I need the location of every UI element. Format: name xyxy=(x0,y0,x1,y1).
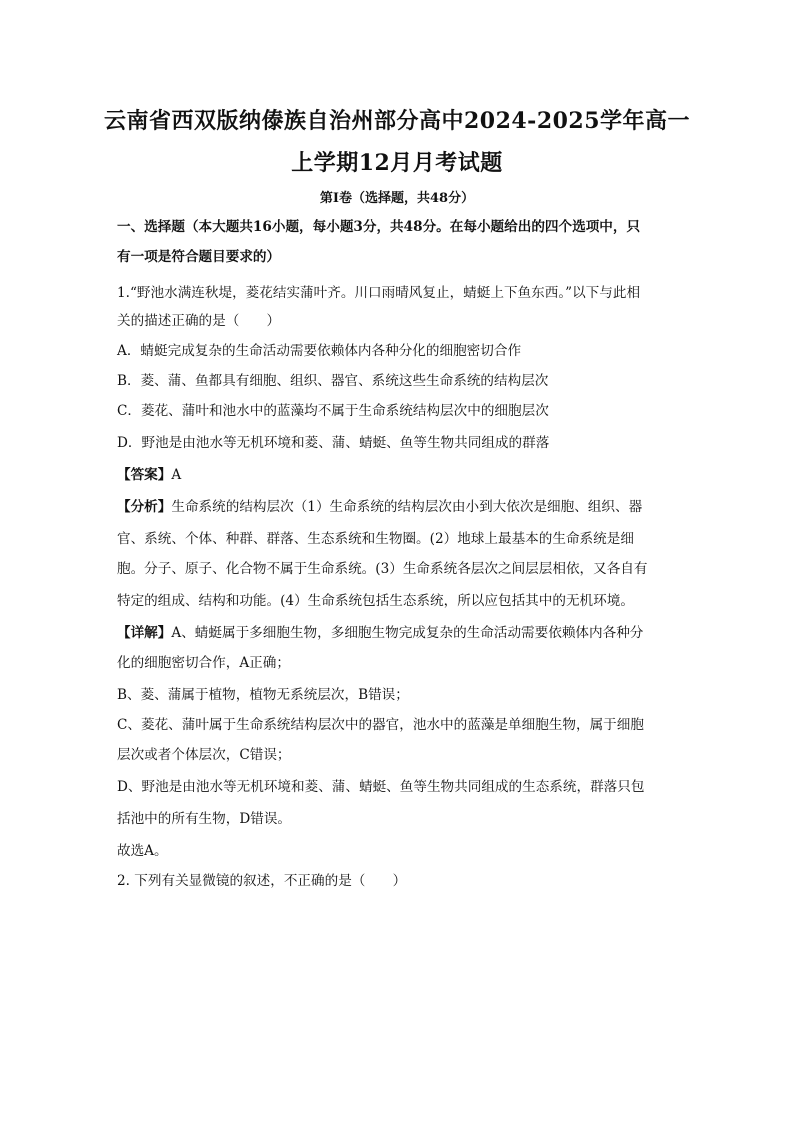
analysis-line-3: 胞。分子、原子、化合物不属于生命系统。(3）生命系统各层次之间层层相依，又各自有 xyxy=(117,561,648,577)
question-2-stem: 2. 下列有关显微镜的叙述，不正确的是（ ） xyxy=(117,873,407,889)
detail-text-1: A、蜻蜓属于多细胞生物，多细胞生物完成复杂的生命活动需要依赖体内各种分 xyxy=(171,625,644,641)
answer-line xyxy=(117,465,677,485)
document-title-line-1: 云南省西双版纳傣族自治州部分高中2024-2025学年高一 xyxy=(103,108,691,134)
question-1-stem-line-2: 关的描述正确的是（ ） xyxy=(117,313,281,329)
document-title-line-2: 上学期12月月考试题 xyxy=(291,150,503,176)
detail-label: 【详解】 xyxy=(117,625,172,641)
analysis-line-1 xyxy=(117,497,677,517)
analysis-label: 【分析】 xyxy=(117,499,172,515)
section-subtitle: 第Ⅰ卷（选择题，共48分） xyxy=(319,191,475,206)
detail-line-5: 层次或者个体层次，C错误； xyxy=(117,747,291,763)
question-1-option-b: B．菱、蒲、鱼都具有细胞、组织、器官、系统这些生命系统的结构层次 xyxy=(117,373,549,389)
section-heading-line-2: 有一项是符合题目要求的） xyxy=(117,249,281,265)
question-1-option-d: D．野池是由池水等无机环境和菱、蒲、蜻蜓、鱼等生物共同组成的群落 xyxy=(117,435,550,451)
question-1-stem-line-1: 1.“野池水满连秋堤，菱花结实蒲叶齐。川口雨晴风复止，蜻蜓上下鱼东西。”以下与此相 xyxy=(117,285,641,301)
detail-line-1 xyxy=(117,623,677,643)
answer-value: A xyxy=(171,467,182,483)
section-heading-line-1: 一、选择题（本大题共16小题，每小题3分，共48分。在每小题给出的四个选项中，只 xyxy=(117,219,641,235)
detail-line-3: B、菱、蒲属于植物，植物无系统层次，B错误； xyxy=(117,687,409,703)
detail-line-4: C、菱花、蒲叶属于生命系统结构层次中的器官，池水中的蓝藻是单细胞生物，属于细胞 xyxy=(117,717,644,733)
question-1-option-a: A．蜻蜓完成复杂的生命活动需要依赖体内各种分化的细胞密切合作 xyxy=(117,343,522,359)
detail-line-2: 化的细胞密切合作，A正确； xyxy=(117,655,290,671)
analysis-line-4: 特定的组成、结构和功能。(4）生命系统包括生态系统，所以应包括其中的无机环境。 xyxy=(117,593,634,609)
answer-label: 【答案】 xyxy=(117,467,172,483)
detail-line-6: D、野池是由池水等无机环境和菱、蒲、蜻蜓、鱼等生物共同组成的生态系统，群落只包 xyxy=(117,779,645,795)
question-1-option-c: C．菱花、蒲叶和池水中的蓝藻均不属于生命系统结构层次中的细胞层次 xyxy=(117,403,549,419)
analysis-line-2: 官、系统、个体、种群、群落、生态系统和生物圈。(2）地球上最基本的生命系统是细 xyxy=(117,531,634,547)
analysis-text-1: 生命系统的结构层次（1）生命系统的结构层次由小到大依次是细胞、组织、器 xyxy=(171,499,643,515)
detail-line-7: 括池中的所有生物，D错误。 xyxy=(117,811,292,827)
conclusion-line: 故选A。 xyxy=(117,843,168,859)
